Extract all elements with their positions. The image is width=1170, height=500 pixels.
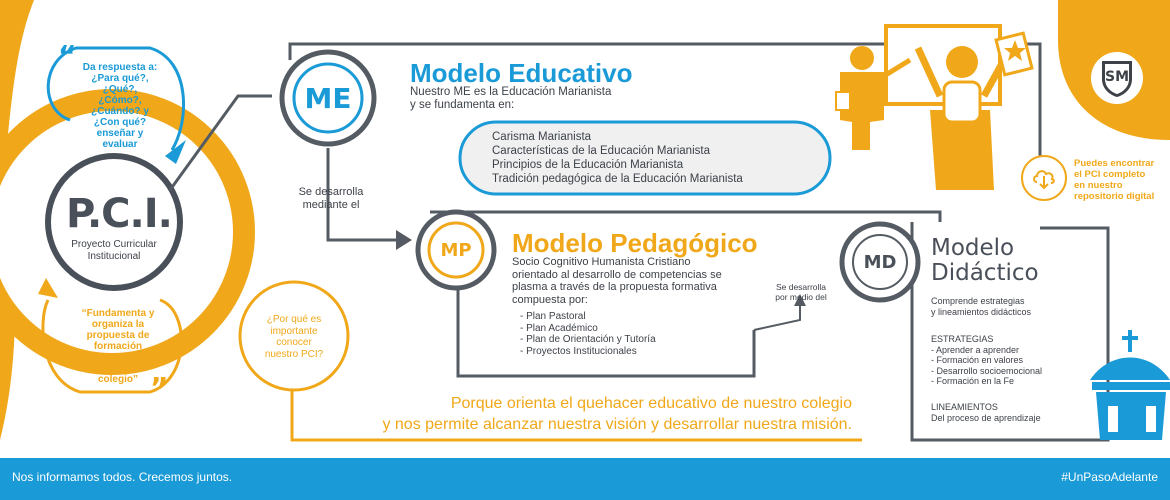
pci-question-line: evaluar [102,139,138,150]
me-title: Modelo Educativo [410,58,633,88]
pci-question-line: ¿Con qué? [93,117,147,128]
repository-line: repositorio digital [1074,191,1155,202]
pci-subtitle-line: Proyecto Curricular [71,239,157,250]
pci-question-line: Da respuesta a: [82,62,158,73]
md-strategies [931,334,1101,387]
repository-line: el PCI completo [1074,169,1146,180]
importance-answer [300,393,852,435]
importance-answer-line: y nos permite alcanzar nuestra visión y desarrollar nuestra misión. [382,416,852,433]
pci-question-line: ¿Para qué?, [91,73,149,84]
repository-text[interactable] [1074,158,1166,202]
me-list-item: Carisma Marianista [492,131,592,143]
pci-purpose-line: propuesta de [86,330,150,341]
me-list-item: Principios de la Educación Marianista [492,159,684,171]
mp-list-item: - Plan Académico [520,322,598,334]
me-list-item: Características de la Educación Marianista [492,145,710,157]
me-items-list [492,130,743,186]
importance-question-line: conocer [276,337,312,348]
pci-subtitle-line: Institucional [87,251,141,262]
md-guidelines-heading: LINEAMIENTOS [931,402,998,412]
pci-purpose-line: nuestro [99,363,137,374]
mp-description-line: plasma a través de la propuesta formativa [512,281,717,293]
mp-badge-label: MP [440,240,472,261]
quote-open-icon: “ [58,39,77,72]
md-strategy-item: - Formación en valores [931,355,1024,365]
importance-question-line: nuestro PCI? [264,348,324,360]
mp-description-line: compuesta por: [512,293,588,306]
pci-purpose-line: “Fundamenta y [81,308,155,319]
md-strategy-item: - Aprender a aprender [931,344,1020,355]
connector-label-line: Se desarrolla [298,186,364,198]
mp-list-item: - Plan de Orientación y Tutoría [520,334,656,345]
md-title [931,236,1039,286]
me-description-line: y se fundamenta en: [410,99,515,111]
quote-close-icon: ” [150,371,169,404]
mp-description [512,256,762,306]
connector-mp-md [754,302,800,330]
chapel-illustration [1090,330,1170,440]
pci-purpose-line: organiza la [91,319,145,330]
pci-questions [80,62,160,150]
importance-answer-line: Porque orienta el quehacer educativo de nuestro colegio [450,395,852,412]
pci-purpose-line: formación [93,341,143,352]
md-guidelines [931,402,1101,423]
md-strategy-item: - Formación en la Fe [931,376,1015,386]
logo-letters: SM [1104,69,1129,85]
footer-slogan: Nos informamos todos. Crecemos juntos. [12,470,233,484]
md-description [931,296,1101,318]
mp-title: Modelo Pedagógico [512,228,758,258]
pci-question-line: enseñar y [96,128,144,139]
pci-purpose-line: colegio” [97,374,138,385]
me-badge-label: ME [304,82,352,115]
me-list-item: Tradición pedagógica de la Educación Marianista [492,173,743,185]
mp-description-line: Socio Cognitivo Humanista Cristiano [512,256,691,268]
md-title-line: Didáctico [931,260,1039,286]
connector-label-2 [768,282,834,302]
connector-label-line: mediante el [302,199,360,211]
md-guideline-item: Del proceso de aprendizaje [931,412,1041,423]
connector-label-line: Se desarrolla [775,282,827,292]
teacher-student-illustration [836,26,1032,190]
md-description-line: Comprende estrategias [931,296,1025,306]
pci-subtitle [66,239,162,263]
md-strategies-heading: ESTRATEGIAS [931,334,994,344]
importance-question-line: ¿Por qué es [266,314,322,325]
pci-purpose-line: integral de [92,352,144,363]
mp-list-item: - Proyectos Institucionales [520,345,637,357]
connector-label-line: por medio del [775,292,827,302]
pci-title: P.C.I. [66,191,172,237]
md-badge-label: MD [863,252,897,273]
pci-question-line: ¿Qué?, ¿Cómo?, [98,84,142,106]
repository-line: Puedes encontrar [1074,158,1155,169]
footer-hashtag[interactable]: #UnPasoAdelante [1061,470,1158,484]
repository-line: en nuestro [1074,180,1123,191]
me-description-line: Nuestro ME es la Educación Marianista [410,86,612,98]
mp-list-item: - Plan Pastoral [520,311,586,322]
md-description-line: y lineamientos didácticos [931,307,1032,317]
connector-label-1 [276,186,386,212]
cloud-download-icon[interactable] [1030,164,1058,192]
md-strategy-item: - Desarrollo socioemocional [931,365,1043,376]
pci-question-line: ¿Cuándo? y [91,106,149,117]
importance-question-line: importante [270,325,318,337]
mp-items-list [520,311,656,357]
mp-description-line: orientado al desarrollo de competencias se [512,268,722,281]
importance-question [244,314,344,360]
school-logo [1094,55,1140,101]
me-description [410,86,640,112]
md-title-line: Modelo [931,235,1015,261]
